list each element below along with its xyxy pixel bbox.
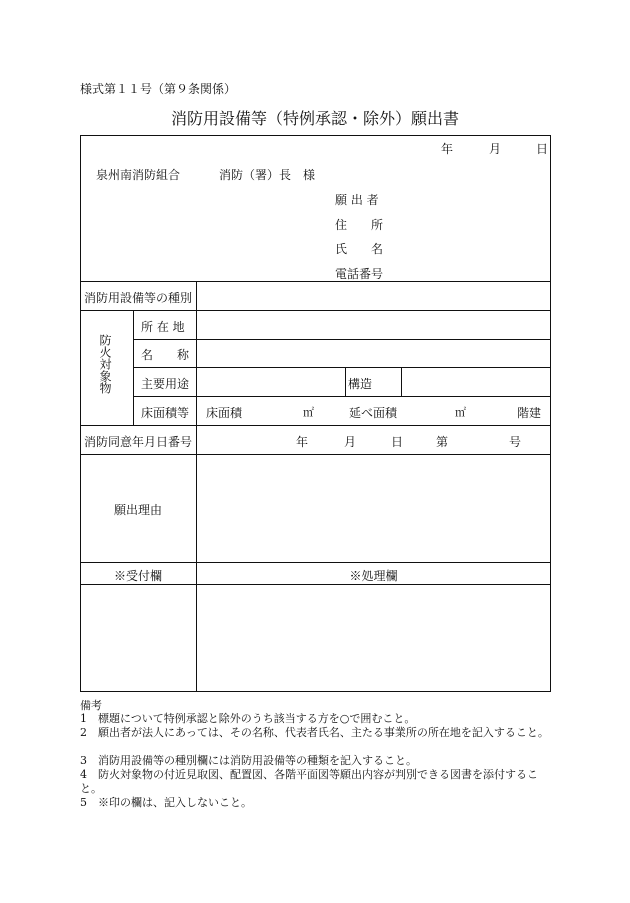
processing-column-label: ※処理欄	[349, 569, 398, 583]
note-text: 消防用設備等の種別欄には消防用設備等の種類を記入すること。	[98, 754, 417, 767]
applicant-name-label: 氏 名	[335, 242, 384, 256]
row-divider	[80, 425, 551, 426]
consent-day-label: 日	[391, 435, 404, 449]
floor-area-label: 床面積	[206, 406, 243, 420]
reception-column-label: ※受付欄	[113, 569, 162, 583]
column-divider	[401, 367, 402, 396]
note-number: 1	[80, 712, 87, 725]
total-area-unit: ㎡	[455, 406, 466, 419]
date-day-label: 日	[536, 142, 549, 156]
applicant-label: 願 出 者	[335, 193, 379, 207]
addressee-chief: 消防（署）長 様	[219, 168, 316, 182]
floor-area-row-label: 床面積等	[141, 406, 190, 420]
location-label: 所 在 地	[141, 320, 185, 334]
total-area-label: 延べ面積	[349, 406, 398, 420]
applicant-phone-label: 電話番号	[335, 267, 384, 281]
main-use-label: 主要用途	[141, 377, 190, 391]
note-number: 3	[80, 754, 87, 767]
addressee-org: 泉州南消防組合	[96, 168, 181, 182]
note-number: 5	[80, 796, 87, 809]
note-number: 2	[80, 726, 87, 739]
form-number: 様式第１１号（第９条関係）	[80, 82, 237, 96]
note-item	[80, 796, 552, 810]
note-item	[80, 768, 552, 796]
consent-date-number-label: 消防同意年月日番号	[83, 435, 192, 449]
note-text: 標題について特例承認と除外のうち該当する方を○で囲むこと。	[98, 712, 416, 725]
note-item	[80, 754, 552, 768]
floor-area-unit: ㎡	[303, 406, 314, 419]
row-divider	[80, 562, 551, 563]
column-divider	[133, 310, 134, 425]
row-divider	[80, 310, 551, 311]
note-text: ※印の欄は、記入しないこと。	[98, 796, 252, 809]
column-divider	[345, 367, 346, 396]
date-year-label: 年	[441, 142, 454, 156]
row-divider	[80, 454, 551, 455]
row-divider	[80, 584, 551, 585]
note-text: 防火対象物の付近見取図、配置図、各階平面図等願出内容が判別できる図書を添付すること。	[80, 768, 538, 795]
date-month-label: 月	[489, 142, 502, 156]
column-divider	[196, 281, 197, 692]
structure-label: 構造	[348, 377, 373, 391]
note-text: 願出者が法人にあっては、その名称、代表者氏名、主たる事業所の所在地を記入すること。	[98, 726, 549, 739]
name-label: 名 称	[141, 348, 190, 362]
reason-label: 願出理由	[113, 503, 162, 517]
equipment-type-label: 消防用設備等の種別	[83, 291, 192, 305]
target-object-group-label: 防火対象物	[98, 334, 112, 394]
applicant-address-label: 住 所	[335, 218, 384, 232]
floors-label: 階建	[517, 406, 542, 420]
consent-year-label: 年	[296, 435, 309, 449]
note-item	[80, 726, 552, 740]
row-divider	[80, 281, 551, 282]
consent-no-prefix: 第	[436, 435, 449, 449]
consent-no-suffix: 号	[509, 435, 522, 449]
note-number: 4	[80, 768, 87, 781]
consent-month-label: 月	[344, 435, 357, 449]
page-title: 消防用設備等（特例承認・除外）願出書	[170, 109, 459, 128]
notes-heading: 備考	[80, 699, 102, 712]
note-item	[80, 712, 552, 726]
